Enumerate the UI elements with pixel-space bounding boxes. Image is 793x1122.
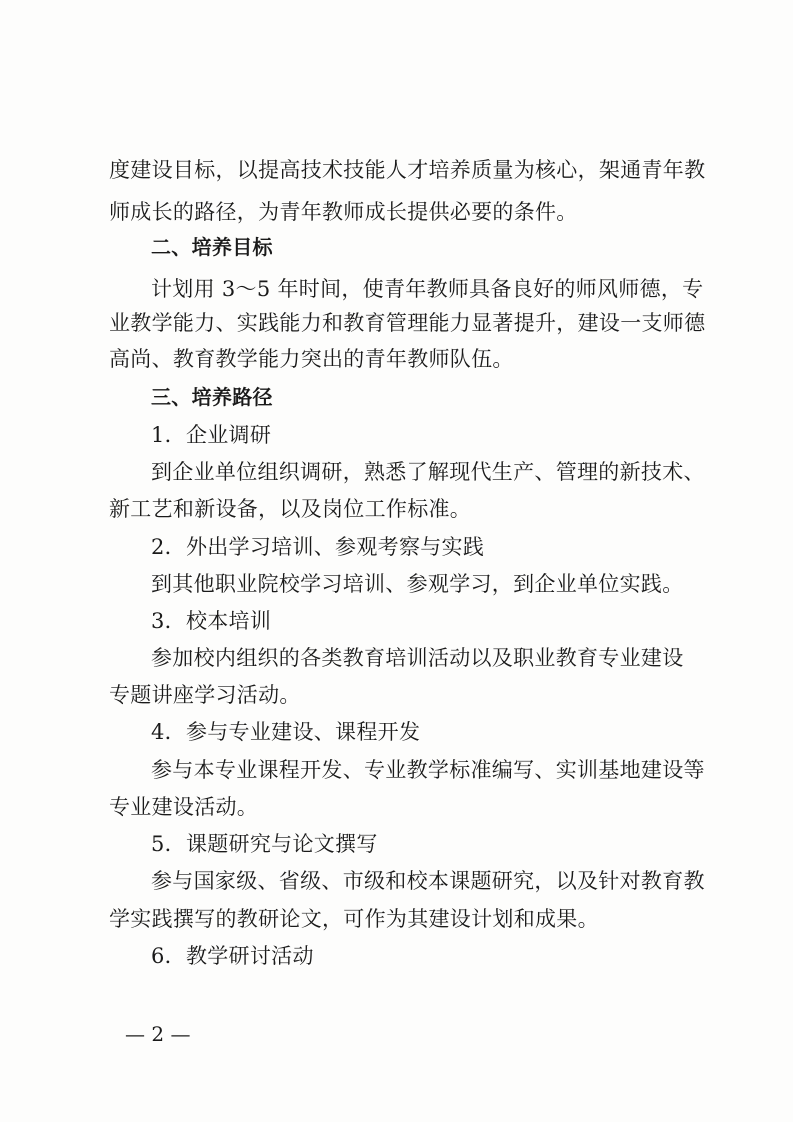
paragraph-line: 高尚、教育教学能力突出的青年教师队伍。 (109, 347, 514, 371)
item-title: 5．课题研究与论文撰写 (151, 832, 378, 856)
section-heading-training-path: 三、培养路径 (151, 385, 273, 409)
item-title: 6．教学研讨活动 (151, 944, 314, 968)
item-title: 1．企业调研 (151, 423, 272, 447)
paragraph-line: 度建设目标，以提高技术技能人才培养质量为核心，架通青年教 (109, 158, 706, 182)
paragraph-line: 专题讲座学习活动。 (109, 683, 301, 707)
paragraph-line: 参与国家级、省级、市级和校本课题研究，以及针对教育教 (151, 869, 705, 893)
item-title: 4．参与专业建设、课程开发 (151, 720, 421, 744)
page-number: — 2 — (125, 1022, 191, 1046)
paragraph-line: 业教学能力、实践能力和教育管理能力显著提升，建设一支师德 (109, 311, 706, 335)
paragraph-line: 到其他职业院校学习培训、参观学习，到企业单位实践。 (151, 572, 684, 596)
paragraph-line: 参加校内组织的各类教育培训活动以及职业教育专业建设 (151, 646, 684, 670)
paragraph-line: 计划用 3～5 年时间，使青年教师具备良好的师风师德，专 (151, 277, 704, 301)
item-title: 2．外出学习培训、参观考察与实践 (151, 535, 485, 559)
paragraph-line: 专业建设活动。 (109, 795, 259, 819)
paragraph-line: 参与本专业课程开发、专业教学标准编写、实训基地建设等 (151, 758, 705, 782)
section-heading-training-goals: 二、培养目标 (151, 235, 273, 259)
item-title: 3．校本培训 (151, 609, 272, 633)
paragraph-line: 到企业单位组织调研，熟悉了解现代生产、管理的新技术、 (151, 460, 705, 484)
paragraph-line: 学实践撰写的教研论文，可作为其建设计划和成果。 (109, 907, 599, 931)
paragraph-line: 师成长的路径，为青年教师成长提供必要的条件。 (109, 200, 578, 224)
paragraph-line: 新工艺和新设备，以及岗位工作标准。 (109, 497, 472, 521)
